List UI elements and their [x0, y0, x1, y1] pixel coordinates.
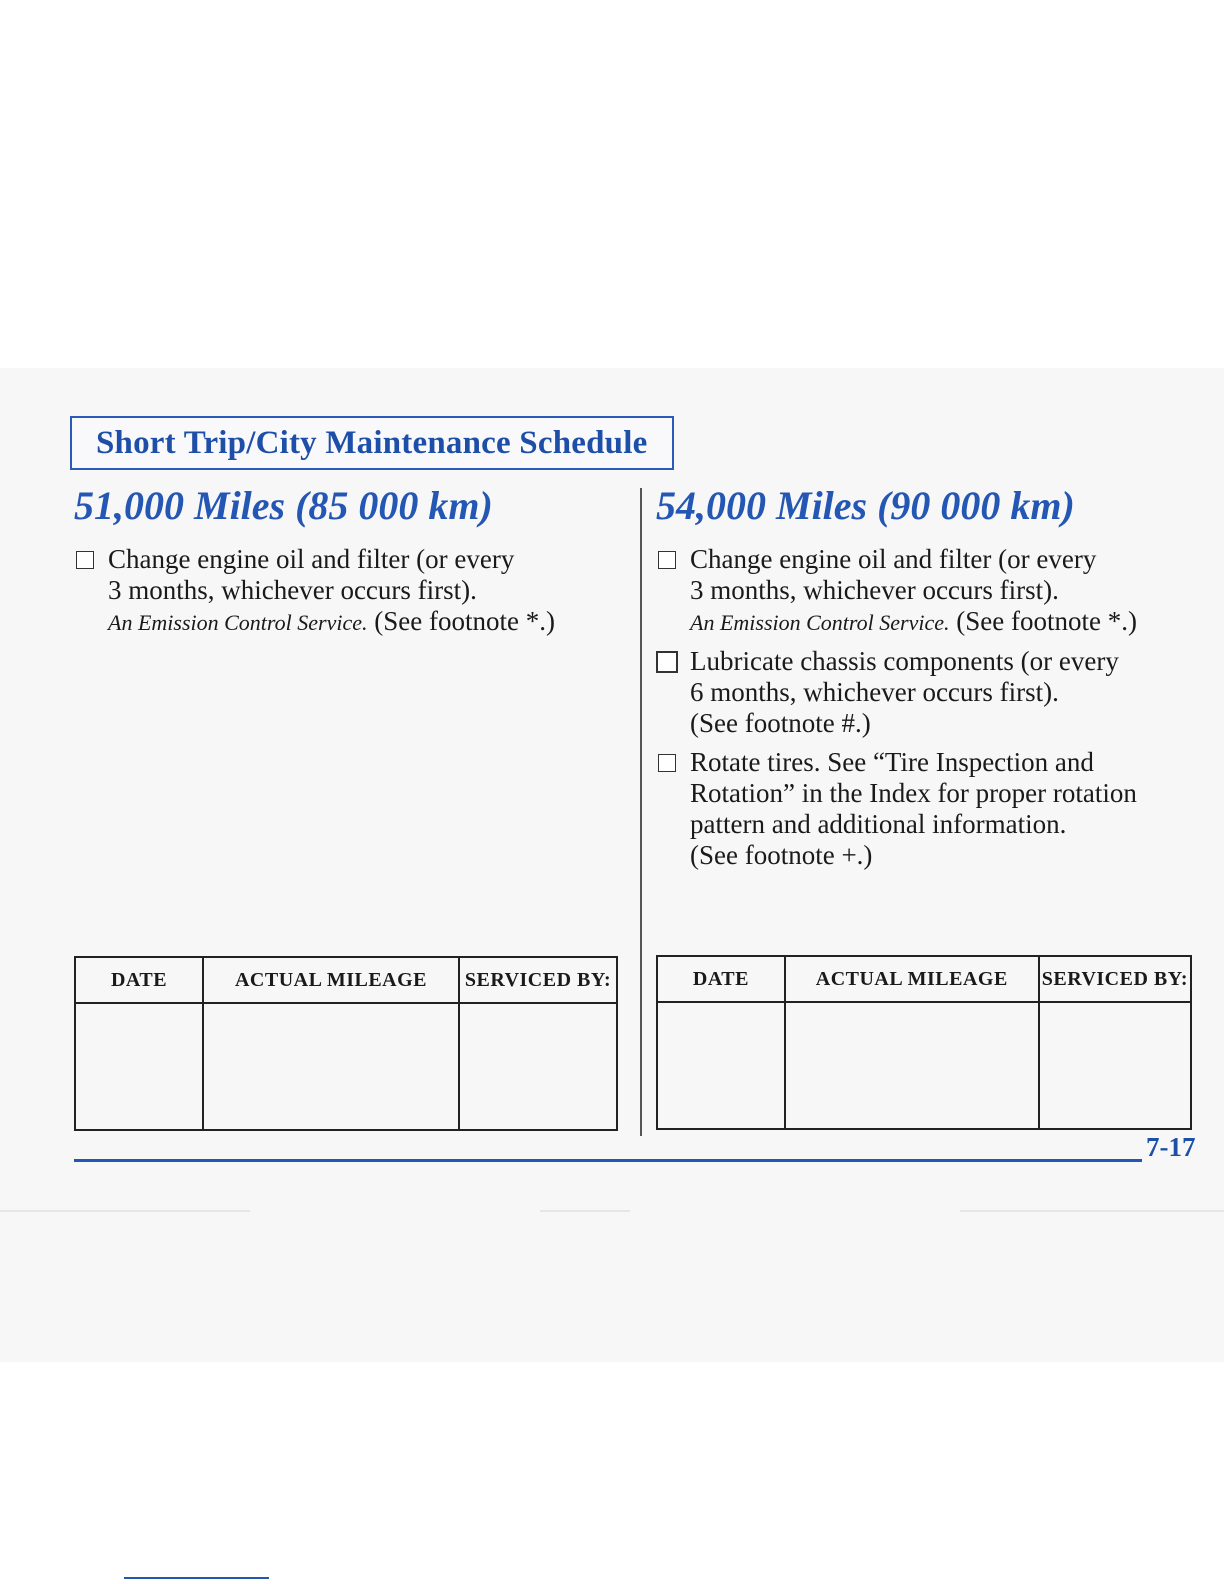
- date-cell[interactable]: [75, 1003, 203, 1130]
- serviced-by-cell[interactable]: [459, 1003, 617, 1130]
- item-line: 6 months, whichever occurs first).: [690, 677, 1059, 707]
- header-serviced-by: SERVICED BY:: [1039, 956, 1191, 1002]
- actual-mileage-cell[interactable]: [203, 1003, 459, 1130]
- band-edge: [0, 1210, 250, 1212]
- table-row: [75, 1003, 617, 1130]
- item-line: Change engine oil and filter (or every: [108, 544, 515, 574]
- table-header-row: [657, 956, 1191, 1002]
- item-line: pattern and additional information.: [690, 809, 1067, 839]
- header-actual-mileage: ACTUAL MILEAGE: [785, 956, 1039, 1002]
- service-item-lubricate-chassis: [656, 646, 1216, 739]
- header-serviced-by: SERVICED BY:: [459, 957, 617, 1003]
- service-item-oil-change: [74, 544, 634, 638]
- service-item-rotate-tires: [656, 747, 1216, 871]
- schedule-title-box: [70, 416, 674, 470]
- item-line: (See footnote #.): [690, 708, 871, 738]
- checkbox[interactable]: [76, 551, 94, 569]
- column-divider: [640, 488, 642, 1136]
- actual-mileage-cell[interactable]: [785, 1002, 1039, 1129]
- schedule-title: Short Trip/City Maintenance Schedule: [96, 425, 648, 461]
- header-actual-mileage: ACTUAL MILEAGE: [203, 957, 459, 1003]
- item-line: Rotate tires. See “Tire Inspection and: [690, 747, 1094, 777]
- emission-label: An Emission Control Service.: [690, 610, 950, 635]
- band-edge: [960, 1210, 1224, 1212]
- band-edge: [540, 1210, 630, 1212]
- emission-note: [690, 606, 1216, 638]
- item-line: Lubricate chassis components (or every: [690, 646, 1119, 676]
- checkbox[interactable]: [656, 651, 678, 673]
- table-header-row: [75, 957, 617, 1003]
- table-row: [657, 1002, 1191, 1129]
- item-line: 3 months, whichever occurs first).: [108, 575, 477, 605]
- service-items: [74, 544, 634, 638]
- item-line: 3 months, whichever occurs first).: [690, 575, 1059, 605]
- footnote-ref: (See footnote *.): [374, 606, 555, 636]
- mileage-heading-51000: 51,000 Miles (85 000 km): [74, 483, 493, 528]
- checkbox[interactable]: [658, 754, 676, 772]
- service-item-oil-change: [656, 544, 1216, 638]
- service-record-table-right: [656, 955, 1192, 1130]
- header-date: DATE: [657, 956, 785, 1002]
- emission-label: An Emission Control Service.: [108, 610, 368, 635]
- left-column: [74, 482, 634, 646]
- date-cell[interactable]: [657, 1002, 785, 1129]
- mileage-heading-54000: 54,000 Miles (90 000 km): [656, 483, 1075, 528]
- bottom-link-rule: [124, 1577, 269, 1579]
- item-line: Rotation” in the Index for proper rotation: [690, 778, 1137, 808]
- footnote-ref: (See footnote *.): [956, 606, 1137, 636]
- item-line: Change engine oil and filter (or every: [690, 544, 1097, 574]
- service-record-table-left: [74, 956, 618, 1131]
- right-column: [656, 482, 1216, 879]
- checkbox[interactable]: [658, 551, 676, 569]
- emission-note: [108, 606, 634, 638]
- page-number: 7-17: [1146, 1132, 1196, 1162]
- service-items: [656, 544, 1216, 871]
- serviced-by-cell[interactable]: [1039, 1002, 1191, 1129]
- footer-rule: [74, 1159, 1142, 1162]
- item-line: (See footnote +.): [690, 840, 873, 870]
- header-date: DATE: [75, 957, 203, 1003]
